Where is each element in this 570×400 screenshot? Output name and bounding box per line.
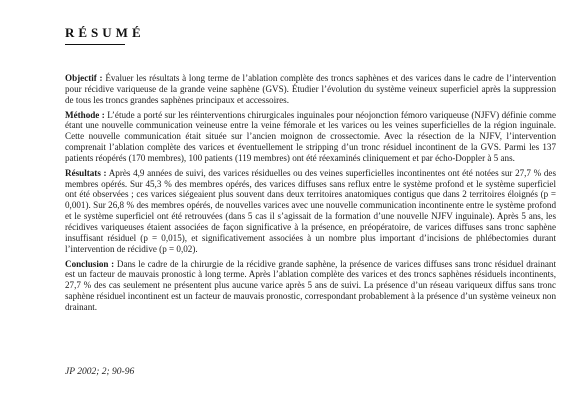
section-label: Méthode : bbox=[65, 109, 105, 120]
abstract-heading: RÉSUMÉ bbox=[65, 25, 145, 40]
abstract-body bbox=[65, 73, 556, 317]
section-conclusion bbox=[65, 259, 556, 313]
section-methode bbox=[65, 110, 556, 164]
section-text: Dans le cadre de la chirurgie de la récidive grande saphène, la présence de varices diffuses sans tronc résiduel drainant est un facteur de mauvais pronostic à long terme. Après l’ablation complète des varices et des troncs saphènes résiduels incontinents, 27,7 % des cas seulement ne présentent plus aucune varice après 5 ans de suivi. La présence d’un réseau variqueux diffus sans tronc saphène résiduel incontinent est un facteur de mauvais pronostic, correspondant probablement à la présence d’un système veineux non drainant. bbox=[65, 258, 556, 312]
section-label: Objectif : bbox=[65, 73, 103, 83]
section-text: Après 4,9 années de suivi, des varices résiduelles ou des veines superficielles incontinentes ont été notées sur 27,7 % des membres opérés. Sur 45,3 % des membres opérés, des varices diffuses sans reflux entre le système profond et le système superficiel ont été observées ; ces varices siégeaient plus souvent dans deux territoires anatomiques contigus que dans 2 territoires éloignés (p = 0,001). Sur 26,8 % des membres opérés, de nouvelles varices avec une nouvelle communication incontinente entre le système profond et le système superficiel ont été retrouvées (dans 5 cas il s’agissait de la formation d’une nouvelle NJFV inguinale). Après 5 ans, les récidives variqueuses étaient associées de façon significative à la présence, en préopératoire, de varices diffuses sans tronc saphène insuffisant résiduel (p = 0,015), et significativement associées à un nombre plus important d’incisions de phlébectomies durant l’intervention de récidive (p = 0,02). bbox=[65, 167, 557, 254]
journal-citation: JP 2002; 2; 90-96 bbox=[65, 367, 135, 377]
section-text: L’étude a porté sur les réinterventions chirurgicales inguinales pour néojonction fémoro variqueuse (NJFV) définie comme étant une nouvelle communication veineuse entre la veine fémorale et les varices ou les veines superficielles de la région inguinale. Cette nouvelle communication était située sur l’ancien moignon de crossectomie. Avec la résection de la NJFV, l’intervention comprenait l’ablation complète des varices et éventuellement le stripping d’un tronc résiduel incontinent de la GVS. Parmi les 137 patients réopérés (170 membres), 100 patients (119 membres) ont été réexaminés cliniquement et par écho-Doppler à 5 ans. bbox=[65, 109, 556, 163]
section-label: Conclusion : bbox=[65, 258, 115, 269]
section-resultats bbox=[65, 168, 556, 255]
section-text: Évaluer les résultats à long terme de l’ablation complète des troncs saphènes et des varices dans le cadre de l’intervention pour récidive variqueuse de la grande veine saphène (GVS). Étudier l’évolution du système veineux superficiel après la suppression de tous les troncs grandes saphènes principaux et accessoires. bbox=[65, 73, 556, 105]
heading-underline bbox=[65, 44, 125, 45]
section-label: Résultats : bbox=[65, 167, 107, 178]
section-objectif bbox=[65, 73, 556, 106]
